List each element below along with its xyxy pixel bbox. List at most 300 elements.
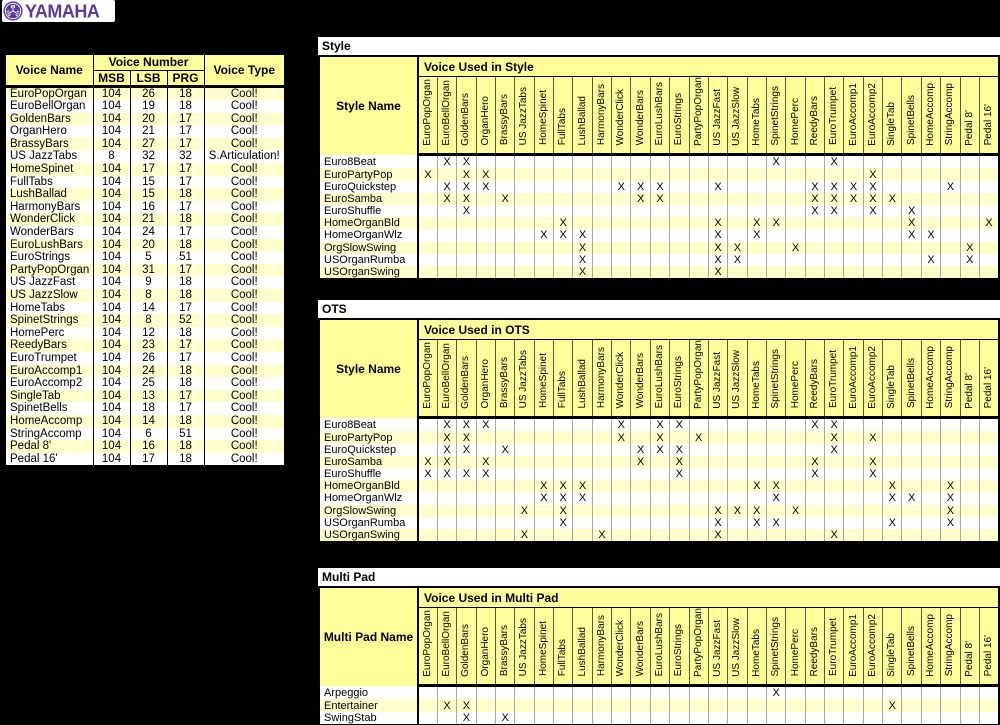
matrix-cell bbox=[805, 266, 824, 279]
matrix-cell bbox=[418, 480, 437, 492]
msb-cell: 104 bbox=[93, 352, 130, 365]
msb-cell: 104 bbox=[93, 365, 130, 378]
voice-name-cell: HomeAccomp bbox=[10, 414, 83, 427]
matrix-cell bbox=[902, 242, 921, 254]
matrix-cell bbox=[979, 181, 999, 193]
matrix-cell bbox=[592, 686, 611, 700]
matrix-cell bbox=[883, 431, 902, 443]
matrix-cell bbox=[844, 699, 863, 711]
matrix-cell bbox=[592, 193, 611, 205]
matrix-cell bbox=[844, 155, 863, 169]
matrix-cell bbox=[921, 712, 940, 725]
matrix-cell bbox=[670, 517, 689, 529]
matrix-mark-cell: X bbox=[437, 468, 456, 480]
matrix-cell bbox=[515, 229, 534, 241]
matrix-cell bbox=[418, 444, 437, 456]
matrix-cell bbox=[728, 699, 747, 711]
voice-column-label: WonderClick bbox=[615, 351, 627, 409]
matrix-cell bbox=[825, 254, 844, 266]
matrix-cell bbox=[437, 529, 456, 542]
voice-row bbox=[5, 239, 285, 252]
matrix-cell bbox=[515, 418, 534, 432]
matrix-cell bbox=[747, 444, 766, 456]
matrix-cell bbox=[747, 205, 766, 217]
voice-column-label: US JazzTabs bbox=[518, 618, 530, 677]
matrix-cell bbox=[786, 254, 805, 266]
matrix-cell bbox=[495, 168, 514, 180]
matrix-cell bbox=[728, 193, 747, 205]
voice-column-label: EuroAccomp2 bbox=[866, 613, 878, 677]
voice-column-header bbox=[476, 607, 495, 686]
matrix-mark-cell: X bbox=[825, 205, 844, 217]
matrix-cell bbox=[728, 529, 747, 542]
matrix-mark-cell: X bbox=[457, 205, 476, 217]
voice-column-header bbox=[979, 76, 999, 155]
voice-column-header bbox=[515, 607, 534, 686]
lsb-cell: 26 bbox=[130, 352, 167, 365]
lsb-cell: 5 bbox=[130, 251, 167, 264]
msb-cell: 104 bbox=[93, 302, 130, 315]
matrix-cell bbox=[631, 699, 650, 711]
matrix-mark-cell: X bbox=[766, 480, 785, 492]
matrix-cell bbox=[554, 242, 573, 254]
voice-column-header bbox=[883, 339, 902, 418]
matrix-cell bbox=[457, 517, 476, 529]
matrix-cell bbox=[863, 492, 882, 504]
matrix-cell bbox=[554, 418, 573, 432]
prg-cell: 18 bbox=[167, 100, 204, 113]
matrix-mark-cell: X bbox=[708, 266, 727, 279]
voice-column-label: EuroLushBars bbox=[653, 345, 665, 409]
matrix-cell bbox=[825, 480, 844, 492]
voice-name-cell: EuroAccomp2 bbox=[10, 377, 83, 390]
voice-row bbox=[5, 100, 285, 113]
multipad-row bbox=[319, 699, 999, 711]
voice-column-header bbox=[728, 607, 747, 686]
matrix-cell bbox=[612, 529, 631, 542]
matrix-mark-cell: X bbox=[708, 181, 727, 193]
prg-cell: 18 bbox=[167, 188, 204, 201]
style-row-label: EuroShuffle bbox=[319, 205, 418, 217]
matrix-cell bbox=[825, 242, 844, 254]
matrix-mark-cell: X bbox=[476, 468, 495, 480]
matrix-cell bbox=[689, 686, 708, 700]
style-row bbox=[319, 168, 999, 180]
voice-row bbox=[5, 302, 285, 315]
matrix-cell bbox=[902, 431, 921, 443]
matrix-cell bbox=[921, 242, 940, 254]
matrix-cell bbox=[495, 699, 514, 711]
matrix-cell bbox=[960, 431, 979, 443]
matrix-cell bbox=[650, 217, 669, 229]
matrix-cell bbox=[689, 505, 708, 517]
matrix-cell bbox=[728, 181, 747, 193]
voice-column-label: HomeAccomp bbox=[925, 82, 937, 146]
matrix-cell bbox=[670, 686, 689, 700]
matrix-cell bbox=[747, 418, 766, 432]
voice-type-cell: Cool! bbox=[204, 402, 285, 415]
matrix-mark-cell: X bbox=[825, 529, 844, 542]
matrix-cell bbox=[689, 181, 708, 193]
matrix-mark-cell: X bbox=[457, 431, 476, 443]
voice-column-header bbox=[766, 339, 785, 418]
voice-column-header bbox=[612, 339, 631, 418]
lsb-cell: 8 bbox=[130, 314, 167, 327]
matrix-cell bbox=[554, 712, 573, 725]
matrix-cell bbox=[534, 529, 553, 542]
matrix-cell bbox=[592, 155, 611, 169]
voice-column-header bbox=[805, 339, 824, 418]
voice-column-header bbox=[495, 607, 514, 686]
matrix-mark-cell: X bbox=[670, 468, 689, 480]
matrix-cell bbox=[902, 517, 921, 529]
voice-column-label: BrassyBars bbox=[499, 357, 511, 409]
voice-name-cell: BrassyBars bbox=[10, 137, 69, 150]
lsb-cell: 24 bbox=[130, 226, 167, 239]
matrix-cell bbox=[689, 468, 708, 480]
matrix-cell bbox=[786, 699, 805, 711]
voice-column-label: StringAccomp bbox=[944, 346, 956, 409]
matrix-mark-cell: X bbox=[766, 492, 785, 504]
ots-row bbox=[319, 444, 999, 456]
matrix-cell bbox=[689, 492, 708, 504]
voice-column-header bbox=[883, 607, 902, 686]
matrix-mark-cell: X bbox=[708, 217, 727, 229]
prg-cell: 17 bbox=[167, 339, 204, 352]
matrix-cell bbox=[592, 505, 611, 517]
matrix-cell bbox=[825, 468, 844, 480]
matrix-cell bbox=[979, 431, 999, 443]
voice-row bbox=[5, 415, 285, 428]
matrix-cell bbox=[941, 529, 960, 542]
msb-cell: 104 bbox=[93, 163, 130, 176]
matrix-cell bbox=[573, 418, 592, 432]
lsb-cell: 24 bbox=[130, 365, 167, 378]
voice-column-label: SpinetStrings bbox=[770, 85, 782, 146]
matrix-cell bbox=[592, 444, 611, 456]
voice-column-label: SingleTab bbox=[886, 364, 898, 409]
matrix-cell bbox=[863, 242, 882, 254]
voice-row bbox=[5, 289, 285, 302]
prg-cell: 18 bbox=[167, 289, 204, 302]
matrix-mark-cell: X bbox=[476, 456, 495, 468]
voice-column-label: GoldenBars bbox=[460, 623, 472, 677]
voice-column-header bbox=[476, 76, 495, 155]
matrix-cell bbox=[960, 480, 979, 492]
prg-cell: 17 bbox=[167, 201, 204, 214]
matrix-cell bbox=[515, 254, 534, 266]
style-row-label: HomeOrganWlz bbox=[319, 229, 418, 241]
matrix-cell bbox=[670, 217, 689, 229]
matrix-mark-cell: X bbox=[457, 712, 476, 725]
matrix-cell bbox=[418, 205, 437, 217]
voice-column-label: HomeSpinet bbox=[537, 90, 549, 146]
matrix-cell bbox=[612, 686, 631, 700]
matrix-cell bbox=[902, 456, 921, 468]
voice-row bbox=[5, 226, 285, 239]
matrix-cell bbox=[515, 492, 534, 504]
matrix-cell bbox=[592, 480, 611, 492]
matrix-mark-cell: X bbox=[708, 517, 727, 529]
matrix-cell bbox=[786, 193, 805, 205]
style-row bbox=[319, 242, 999, 254]
matrix-cell bbox=[612, 242, 631, 254]
matrix-cell bbox=[902, 480, 921, 492]
matrix-cell bbox=[979, 492, 999, 504]
matrix-cell bbox=[863, 686, 882, 700]
style-row-label: EuroPartyPop bbox=[319, 168, 418, 180]
matrix-cell bbox=[650, 712, 669, 725]
voice-name-cell: SingleTab bbox=[10, 389, 61, 402]
matrix-mark-cell: X bbox=[457, 155, 476, 169]
matrix-mark-cell: X bbox=[612, 181, 631, 193]
voice-column-label: HomeAccomp bbox=[925, 613, 937, 677]
matrix-cell bbox=[631, 155, 650, 169]
matrix-cell bbox=[844, 418, 863, 432]
voice-row bbox=[5, 125, 285, 138]
voice-type-cell: Cool! bbox=[204, 113, 285, 126]
matrix-cell bbox=[979, 480, 999, 492]
lsb-cell: 20 bbox=[130, 113, 167, 126]
matrix-cell bbox=[689, 168, 708, 180]
msb-header: MSB bbox=[93, 70, 130, 86]
voice-column-header bbox=[457, 607, 476, 686]
matrix-cell bbox=[650, 242, 669, 254]
matrix-cell bbox=[592, 468, 611, 480]
matrix-mark-cell: X bbox=[573, 254, 592, 266]
voice-name-cell: ReedyBars bbox=[10, 339, 67, 352]
lsb-cell: 20 bbox=[130, 239, 167, 252]
matrix-cell bbox=[495, 217, 514, 229]
matrix-cell bbox=[805, 155, 824, 169]
matrix-mark-cell: X bbox=[844, 193, 863, 205]
multipad-band-header: Voice Used in Multi Pad bbox=[418, 587, 999, 607]
voice-column-header bbox=[592, 339, 611, 418]
matrix-cell bbox=[960, 418, 979, 432]
voice-name-cell: EuroTrumpet bbox=[10, 351, 77, 364]
voice-column-label: Pedal 16' bbox=[982, 104, 994, 146]
matrix-cell bbox=[418, 431, 437, 443]
matrix-cell bbox=[534, 699, 553, 711]
voice-column-header bbox=[728, 339, 747, 418]
matrix-cell bbox=[689, 699, 708, 711]
lsb-cell: 14 bbox=[130, 302, 167, 315]
style-row-label: EuroQuickstep bbox=[319, 181, 418, 193]
matrix-cell bbox=[534, 168, 553, 180]
matrix-cell bbox=[902, 181, 921, 193]
matrix-cell bbox=[883, 181, 902, 193]
matrix-cell bbox=[670, 193, 689, 205]
ots-row-label: EuroSamba bbox=[319, 456, 418, 468]
matrix-mark-cell: X bbox=[631, 444, 650, 456]
matrix-cell bbox=[979, 444, 999, 456]
matrix-mark-cell: X bbox=[670, 456, 689, 468]
matrix-cell bbox=[418, 418, 437, 432]
voice-column-header bbox=[786, 76, 805, 155]
msb-cell: 104 bbox=[93, 377, 130, 390]
voice-column-label: Pedal 8' bbox=[963, 372, 975, 409]
matrix-cell bbox=[554, 699, 573, 711]
matrix-cell bbox=[979, 155, 999, 169]
matrix-cell bbox=[631, 266, 650, 279]
lsb-cell: 18 bbox=[130, 402, 167, 415]
matrix-cell bbox=[515, 468, 534, 480]
matrix-cell bbox=[689, 418, 708, 432]
voice-column-header bbox=[650, 76, 669, 155]
matrix-mark-cell: X bbox=[612, 431, 631, 443]
matrix-cell bbox=[495, 456, 514, 468]
voice-type-cell: S.Articulation! bbox=[204, 150, 285, 163]
matrix-cell bbox=[476, 529, 495, 542]
matrix-cell bbox=[921, 205, 940, 217]
voice-column-header bbox=[786, 339, 805, 418]
matrix-cell bbox=[534, 242, 553, 254]
matrix-cell bbox=[921, 480, 940, 492]
matrix-cell bbox=[650, 155, 669, 169]
voice-type-cell: Cool! bbox=[204, 302, 285, 315]
matrix-cell bbox=[902, 712, 921, 725]
voice-row bbox=[5, 150, 285, 163]
lsb-cell: 27 bbox=[130, 138, 167, 151]
voice-column-label: EuroBellOrgan bbox=[441, 610, 453, 677]
ots-row bbox=[319, 529, 999, 542]
matrix-cell bbox=[515, 456, 534, 468]
voice-column-header bbox=[863, 76, 882, 155]
matrix-mark-cell: X bbox=[418, 168, 437, 180]
voice-column-label: Pedal 8' bbox=[963, 640, 975, 677]
matrix-cell bbox=[960, 444, 979, 456]
matrix-cell bbox=[766, 468, 785, 480]
voice-column-header bbox=[670, 76, 689, 155]
matrix-cell bbox=[515, 181, 534, 193]
voice-column-header bbox=[960, 76, 979, 155]
matrix-cell bbox=[573, 712, 592, 725]
matrix-cell bbox=[844, 468, 863, 480]
matrix-mark-cell: X bbox=[825, 181, 844, 193]
matrix-cell bbox=[960, 168, 979, 180]
matrix-cell bbox=[495, 517, 514, 529]
multipad-title: Multi Pad bbox=[318, 568, 1000, 586]
matrix-cell bbox=[457, 529, 476, 542]
matrix-mark-cell: X bbox=[554, 492, 573, 504]
voice-column-header bbox=[515, 339, 534, 418]
matrix-mark-cell: X bbox=[457, 468, 476, 480]
matrix-cell bbox=[631, 168, 650, 180]
matrix-cell bbox=[650, 205, 669, 217]
msb-cell: 104 bbox=[93, 213, 130, 226]
matrix-cell bbox=[689, 480, 708, 492]
voice-column-header bbox=[728, 76, 747, 155]
ots-row-label: OrgSlowSwing bbox=[319, 505, 418, 517]
matrix-cell bbox=[747, 712, 766, 725]
matrix-mark-cell: X bbox=[573, 242, 592, 254]
msb-cell: 104 bbox=[93, 86, 130, 100]
matrix-mark-cell: X bbox=[747, 229, 766, 241]
matrix-cell bbox=[766, 444, 785, 456]
matrix-mark-cell: X bbox=[902, 229, 921, 241]
matrix-cell bbox=[805, 480, 824, 492]
matrix-cell bbox=[457, 266, 476, 279]
voice-column-header bbox=[689, 607, 708, 686]
matrix-cell bbox=[883, 155, 902, 169]
voice-row bbox=[5, 327, 285, 340]
voice-name-cell: SpinetBells bbox=[10, 402, 68, 415]
matrix-cell bbox=[534, 686, 553, 700]
style-row-label: USOrganSwing bbox=[319, 266, 418, 279]
matrix-cell bbox=[728, 168, 747, 180]
voice-column-label: EuroStrings bbox=[673, 356, 685, 409]
matrix-cell bbox=[573, 456, 592, 468]
matrix-cell bbox=[863, 480, 882, 492]
ots-row bbox=[319, 431, 999, 443]
prg-cell: 18 bbox=[167, 415, 204, 428]
matrix-cell bbox=[457, 492, 476, 504]
voice-type-cell: Cool! bbox=[204, 390, 285, 403]
voice-column-header bbox=[534, 339, 553, 418]
style-title: Style bbox=[318, 37, 1000, 55]
matrix-cell bbox=[979, 505, 999, 517]
voice-row bbox=[5, 339, 285, 352]
matrix-cell bbox=[708, 712, 727, 725]
ots-row-label: EuroQuickstep bbox=[319, 444, 418, 456]
msb-cell: 104 bbox=[93, 289, 130, 302]
msb-cell: 104 bbox=[93, 264, 130, 277]
matrix-cell bbox=[902, 168, 921, 180]
matrix-cell bbox=[805, 217, 824, 229]
matrix-cell bbox=[573, 686, 592, 700]
voice-name-cell: US JazzTabs bbox=[10, 150, 78, 163]
voice-name-cell: PartyPopOrgan bbox=[10, 263, 90, 276]
matrix-mark-cell: X bbox=[573, 480, 592, 492]
voice-column-label: HomeSpinet bbox=[537, 621, 549, 677]
matrix-cell bbox=[728, 456, 747, 468]
matrix-cell bbox=[844, 480, 863, 492]
matrix-cell bbox=[650, 168, 669, 180]
voice-list-header bbox=[5, 54, 285, 86]
matrix-cell bbox=[650, 266, 669, 279]
matrix-cell bbox=[612, 712, 631, 725]
ots-row-label: USOrganSwing bbox=[319, 529, 418, 542]
matrix-cell bbox=[805, 242, 824, 254]
matrix-cell bbox=[921, 418, 940, 432]
matrix-cell bbox=[554, 254, 573, 266]
voice-column-header bbox=[670, 339, 689, 418]
matrix-cell bbox=[592, 456, 611, 468]
matrix-cell bbox=[476, 242, 495, 254]
voice-column-header bbox=[573, 607, 592, 686]
voice-column-label: US JazzFast bbox=[712, 619, 724, 677]
matrix-cell bbox=[825, 686, 844, 700]
voice-column-header bbox=[844, 76, 863, 155]
matrix-cell bbox=[476, 699, 495, 711]
matrix-cell bbox=[844, 505, 863, 517]
lsb-cell: 14 bbox=[130, 415, 167, 428]
voice-column-label: BrassyBars bbox=[499, 625, 511, 677]
voice-column-label: LushBallad bbox=[576, 358, 588, 409]
matrix-cell bbox=[708, 168, 727, 180]
matrix-cell bbox=[766, 205, 785, 217]
matrix-cell bbox=[554, 468, 573, 480]
matrix-cell bbox=[515, 712, 534, 725]
voice-column-label: WonderBars bbox=[634, 353, 646, 409]
matrix-cell bbox=[592, 431, 611, 443]
ots-row bbox=[319, 492, 999, 504]
matrix-cell bbox=[650, 480, 669, 492]
lsb-cell: 15 bbox=[130, 176, 167, 189]
voice-column-header bbox=[689, 339, 708, 418]
matrix-cell bbox=[921, 456, 940, 468]
matrix-cell bbox=[844, 266, 863, 279]
